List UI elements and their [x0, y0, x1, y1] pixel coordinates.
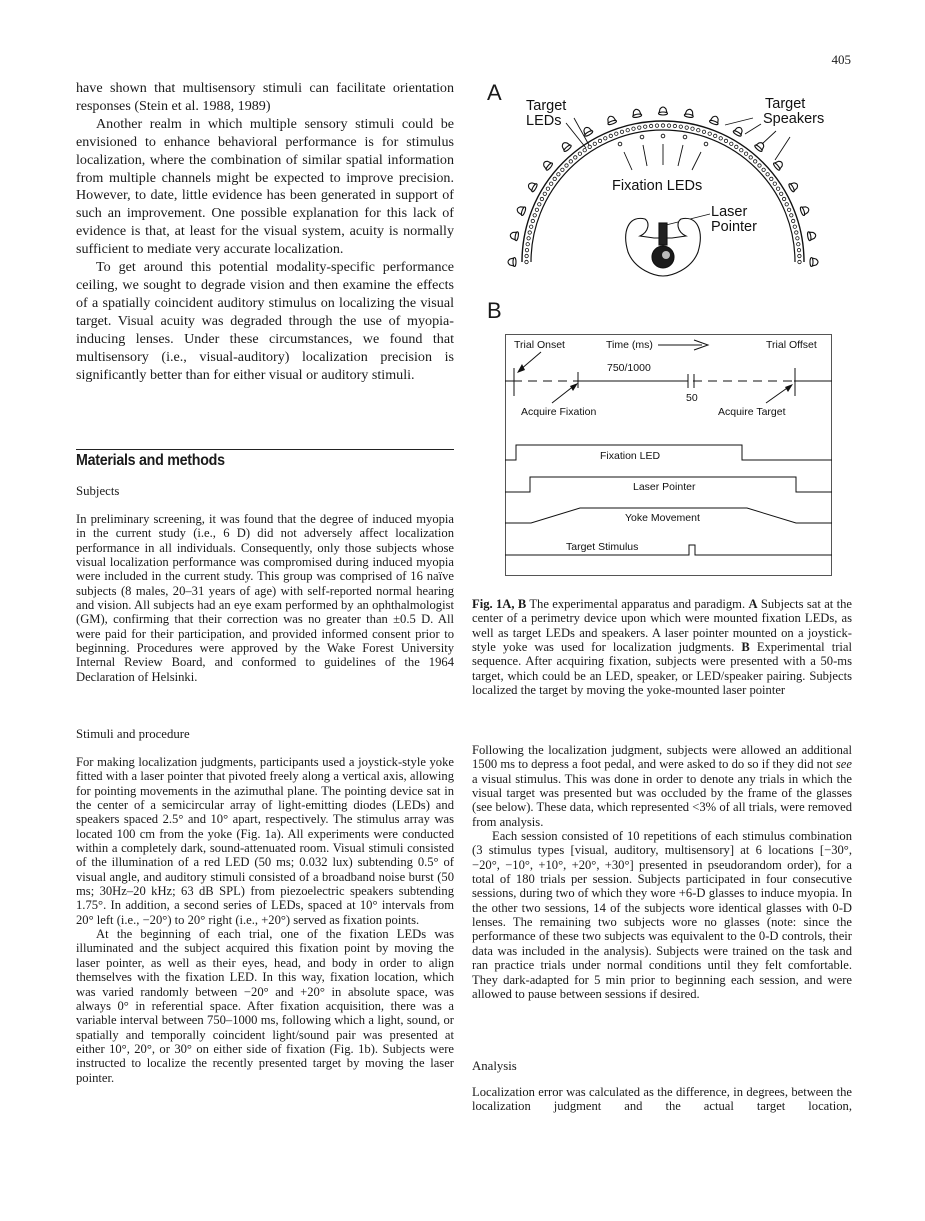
label-interval: 750/1000 [607, 362, 651, 374]
body-paragraph [472, 743, 852, 829]
caption-text: Experimental trial sequence. After acquiring fixation, subjects were presented with a 50-ms target, which could be an LED, speaker, or LED/speaker pairing. Subjects localized the target by moving the yoke-mounted laser pointer [472, 640, 852, 698]
subsection-heading-stimuli: Stimuli and procedure [76, 727, 190, 741]
stimuli-paragraph: For making localization judgments, participants used a joystick-style yoke fitted with a laser pointer that pivoted freely along a vertical axis, allowing for pointing movements in the azimuthal plane. The pointing device sat in the center of a semicircular array of light-emitting diodes (LEDs) and speakers spaced 2.5° and 10° apart, respectively. The stimulus array was located 100 cm from the yoke (Fig. 1a). All experiments were conducted within a completely dark, sound-attenuated room. Visual stimuli consisted of the illumination of a red LED (50 ms; 0.032 lux) subtending 0.5° of visual angle, and auditory stimuli consisted of a broadband noise burst (50 ms; 30Hz–20 kHz; 63 dB SPL) from piezoelectric speakers subtending 1.75°. In addition, a second series of LEDs, spaced at 10° intervals from 20° left (i.e., −20°) to 20° right (i.e., +20°) served as fixation points. [76, 755, 454, 927]
analysis-text [472, 1085, 852, 1114]
subsection-heading-analysis: Analysis [472, 1059, 517, 1073]
label-trial-offset: Trial Offset [766, 339, 817, 351]
analysis-paragraph: Localization error was calculated as the difference, in degrees, between the localization judgment and the actual target location, [472, 1085, 852, 1114]
label-yoke-movement: Yoke Movement [625, 512, 700, 524]
figure-caption [472, 597, 852, 697]
target-stimulus-trace [505, 545, 832, 555]
label-fixation-leds: Fixation LEDs [612, 178, 703, 194]
label-laser-pointer-line2: Pointer [711, 219, 757, 235]
label-target-stimulus: Target Stimulus [566, 541, 639, 553]
panel-b-letter: B [487, 298, 502, 323]
caption-label: Fig. 1A, B [472, 597, 527, 611]
stimuli-paragraph: At the beginning of each trial, one of the fixation LEDs was illuminated and the subject acquired this fixation point by moving the laser pointer, as well as their eyes, head, and body in order to align themselves with the fixation LED. In this way, fixation location, which was varied randomly between −20° and +20° in absolute space, was always 0° in referential space. After fixation acquisition, there was a variable interval between 750–1000 ms, following which a light, sound, or spatially and temporally coincident light/sound pair was presented at either 10°, 20°, or 30° on either side of fixation (Fig. 1b). Subjects were instructed to localize the recently presented target by moving the laser pointer. [76, 927, 454, 1085]
subjects-paragraph: In preliminary screening, it was found that the degree of induced myopia in the current study (i.e., 6 D) did not adversely affect localization performance in all individuals. Consequently, only those subjects whose visual localization performance was compromised during induced myopia were included in the current study. This group was comprised of 16 naïve subjects (8 males, 20–31 years of age) with self-reported normal hearing and vision. All subjects had an eye exam performed by an ophthalmologist (GM), confirming that their correction was no greater than ±0.5 D. All were paid for their participation, and provided informed consent prior to beginning. Procedures were approved by the Wake Forest University Internal Review Board, and conformed to guidelines of the 1964 Declaration of Helsinki. [76, 512, 454, 684]
caption-text: Subjects sat at the center of a perimetry device upon which were mounted fixation LEDs, as well as target LEDs and speakers. A laser pointer mounted on a joystick-style yoke was used for localization judgments. [472, 597, 852, 655]
emphasis-text: see [835, 757, 852, 772]
label-time-axis: Time (ms) [606, 339, 653, 351]
subsection-heading-subjects: Subjects [76, 484, 120, 498]
label-target-leds-line2: LEDs [526, 113, 562, 129]
label-target-leds-line1: Target [526, 98, 567, 114]
intro-paragraph: To get around this potential modality-specific performance ceiling, we sought to degrade vision and then examine the effects of a spatially coincident auditory stimulus on localizing the visual target. Visual acuity was degraded through the use of myopia-inducing lenses. Under these circumstances, we found that multisensory (i.e., visual-auditory) localization precision is significantly better than for either visual or auditory stimuli. [76, 259, 454, 383]
panel-a-letter: A [487, 80, 502, 105]
caption-panel-b-label: B [741, 640, 750, 655]
label-target-speakers-line1: Target [765, 96, 806, 112]
intro-paragraph: Another realm in which multiple sensory stimuli could be envisioned to enhance behavioral performance is for stimulus localization, where the combination of similar spatial information from multiple channels might be expected to improve precision. However, to date, little evidence has been generated in support of such an improvement. One possible explanation for this lack of evidence is that, at least for the visual system, acuity is normally sufficient to mediate very accurate localization. [76, 115, 454, 258]
label-target-speakers-line2: Speakers [763, 111, 825, 127]
section-title: Materials and methods [76, 452, 225, 469]
caption-panel-a-label: A [748, 597, 758, 611]
body-text: a visual stimulus. This was done in order to denote any trials in which the visual target was presented but was occluded by the frame of the glasses (see below). These data, which represented <3% of all trials, were removed from analysis. [472, 771, 852, 829]
page-number: 405 [831, 52, 851, 67]
caption-text: The experimental apparatus and paradigm. [526, 597, 749, 611]
label-stimulus-duration: 50 [686, 392, 698, 404]
label-trial-onset: Trial Onset [514, 339, 565, 351]
label-laser-pointer-trace: Laser Pointer [633, 481, 696, 493]
procedure-continued-text [472, 743, 852, 1001]
label-acquire-fixation: Acquire Fixation [521, 406, 597, 418]
caption-paragraph [472, 597, 852, 697]
body-paragraph: Each session consisted of 10 repetitions of each stimulus combination (3 stimulus types [visual, auditory, multisensory] at 6 locations [−30°, −20°, −10°, +10°, +20°, +30°] presented in pseudorandom order), for a total of 180 trials per session. Subjects participated in four consecutive sessions, during two of which they wore +6-D glasses to induce myopia. In the other two sessions, 14 of the subjects wore identical glasses with 0-D lenses. The remaining two subjects wore no glasses (note: since the performance of these two subjects was equivalent to the 0-D controls, their data was included in the analysis). Subjects were trained on the task and ran practice trials under normal conditions until they felt comfortable. They dark-adapted for 5 min prior to beginning each session, and were allowed to pause between sessions if desired. [472, 829, 852, 1001]
stimuli-text [76, 755, 454, 1085]
label-fixation-led: Fixation LED [600, 450, 661, 462]
label-acquire-target: Acquire Target [718, 406, 786, 418]
label-laser-pointer-line1: Laser [711, 204, 748, 220]
intro-paragraph: have shown that multisensory stimuli can facilitate orientation responses (Stein et al. 1988, 1989) [76, 80, 454, 114]
trial-sequence-diagram [0, 0, 925, 600]
fixation-led-trace [505, 445, 832, 460]
body-text: Following the localization judgment, subjects were allowed an additional 1500 ms to depress a foot pedal, and were asked to do so if they did not [472, 743, 852, 772]
